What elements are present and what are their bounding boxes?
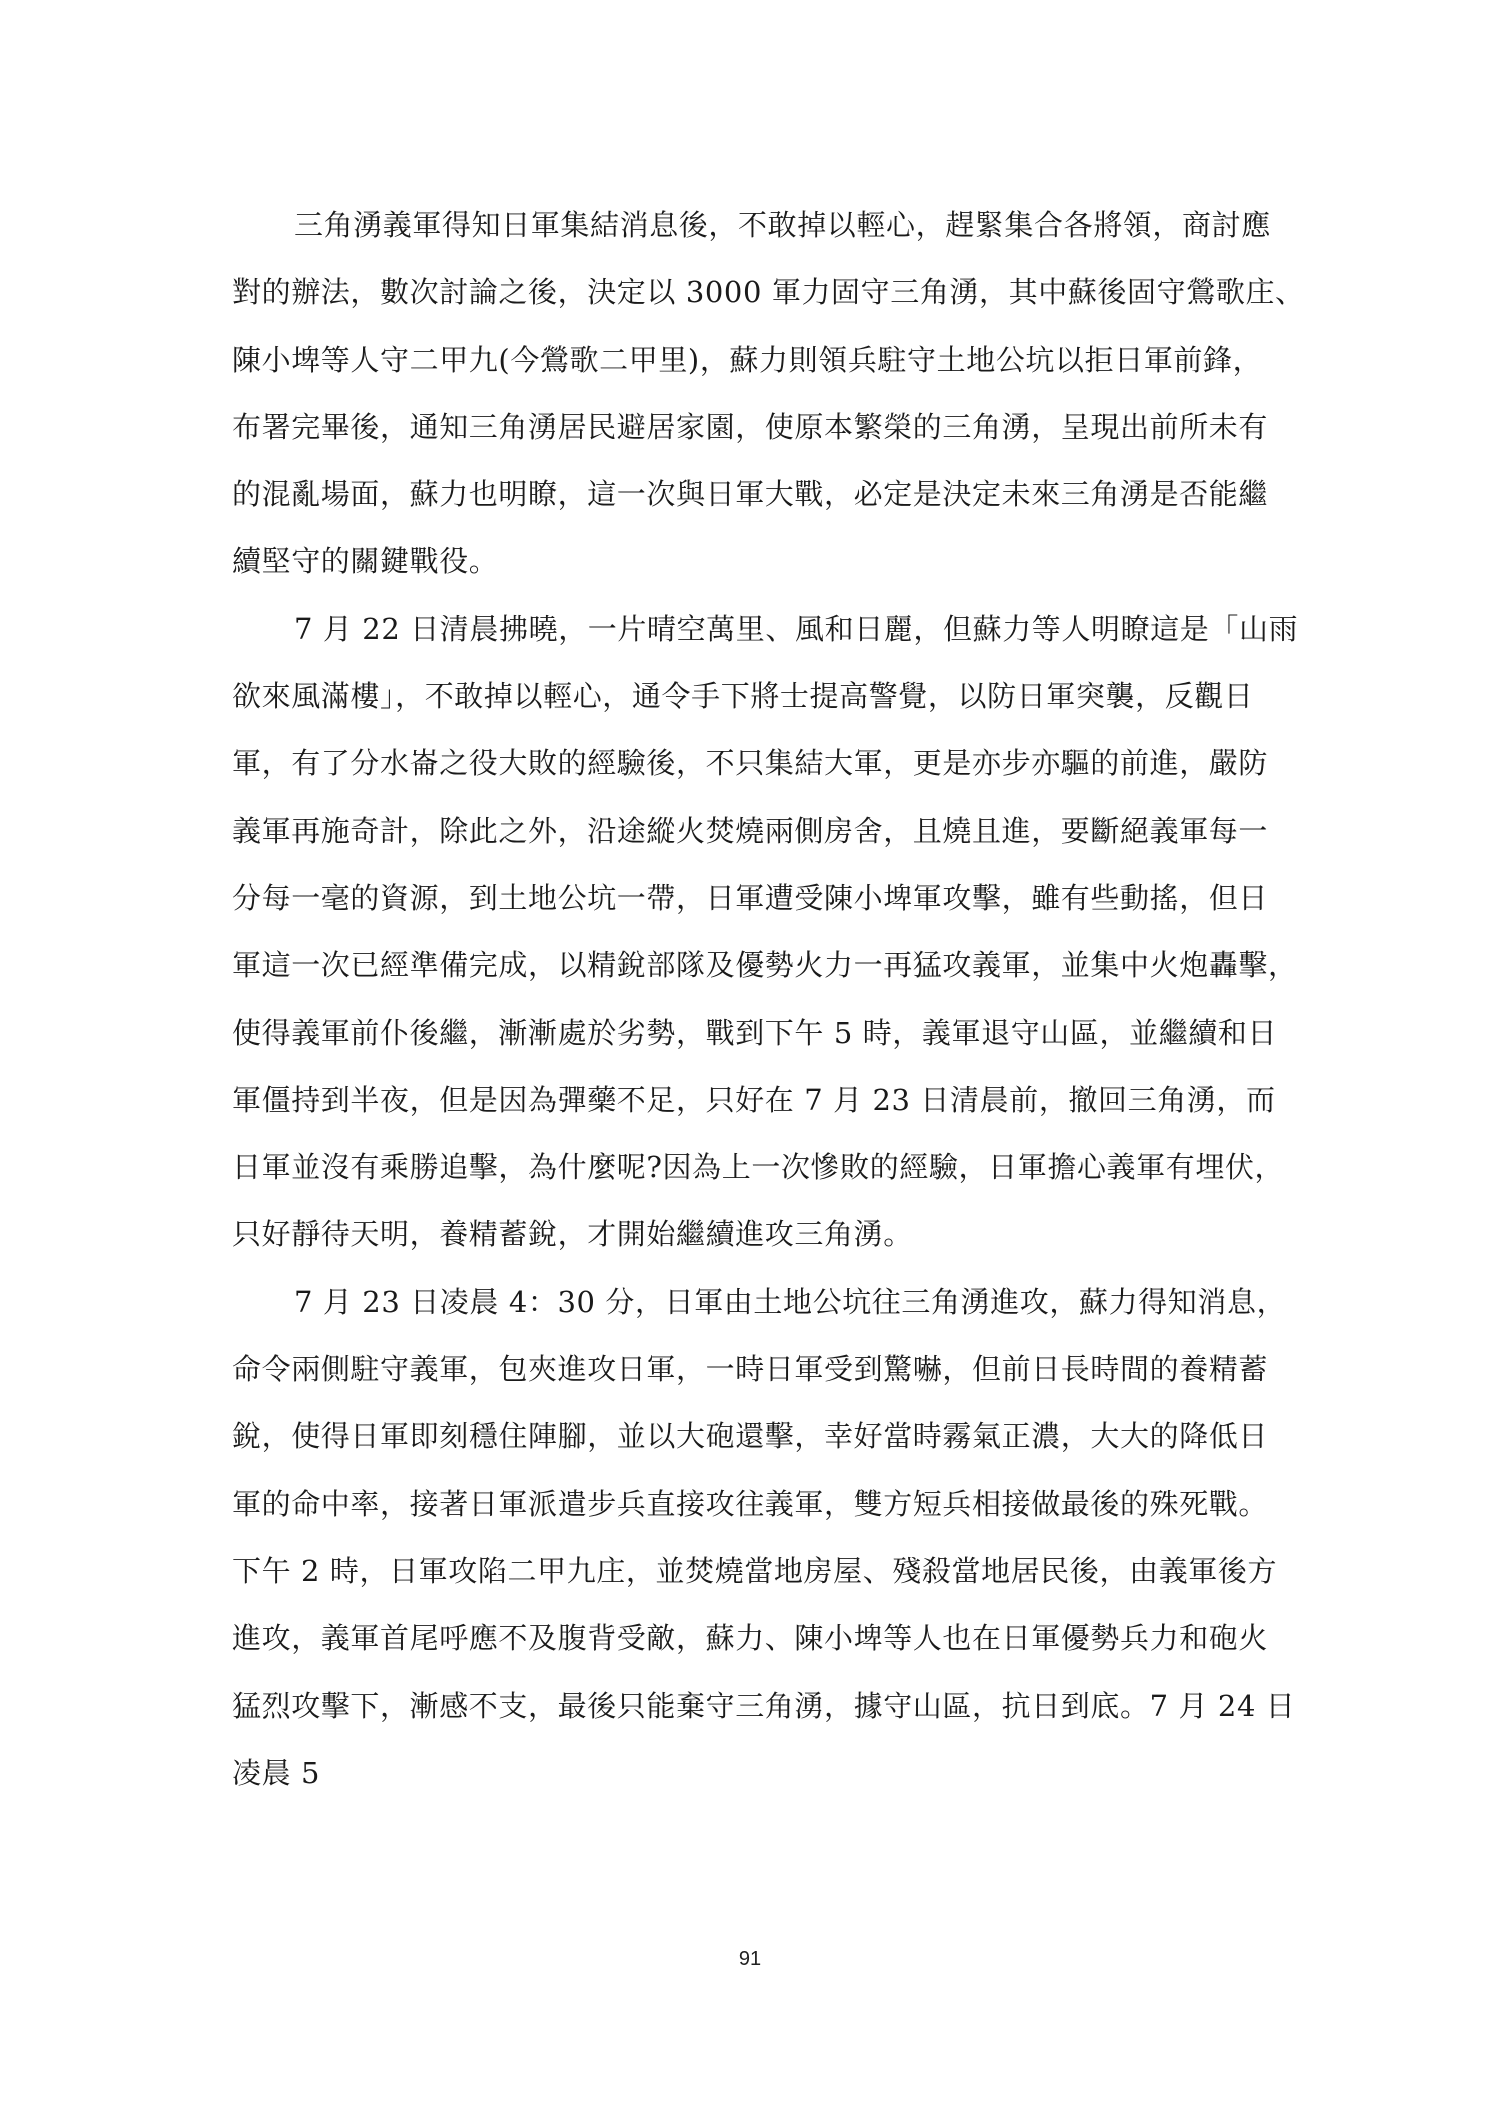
paragraph-3-line-6: 進攻，義軍首尾呼應不及腹背受敵，蘇力、陳小埤等人也在日軍優勢兵力和砲火: [232, 1621, 1269, 1656]
paragraph-1-line-1: 三角湧義軍得知日軍集結消息後，不敢掉以輕心，趕緊集合各將領，商討應: [294, 208, 1271, 242]
paragraph-3-line-4: 軍的命中率，接著日軍派遣步兵直接攻往義軍，雙方短兵相接做最後的殊死戰。: [232, 1486, 1269, 1521]
paragraph-2-line-5: 分每一毫的資源，到土地公坑一帶，日軍遭受陳小埤軍攻擊，雖有些動搖，但日: [232, 880, 1269, 915]
paragraph-3-line-2: 命令兩側駐守義軍，包夾進攻日軍，一時日軍受到驚嚇，但前日長時間的養精蓄: [232, 1352, 1269, 1387]
paragraph-2-line-3: 軍，有了分水崙之役大敗的經驗後，不只集結大軍，更是亦步亦驅的前進，嚴防: [232, 746, 1269, 781]
paragraph-2-line-1: 7 月 22 日清晨拂曉，一片晴空萬里、風和日麗，但蘇力等人明瞭這是「山雨: [294, 611, 1299, 646]
paragraph-2-line-10: 只好靜待天明，養精蓄銳，才開始繼續進攻三角湧。: [232, 1217, 913, 1252]
page-number: 91: [738, 1948, 762, 1970]
paragraph-2-line-9: 日軍並沒有乘勝追擊，為什麼呢?因為上一次慘敗的經驗，日軍擔心義軍有埋伏，: [232, 1150, 1285, 1185]
paragraph-1-line-5: 的混亂場面，蘇力也明瞭，這一次與日軍大戰，必定是決定未來三角湧是否能繼: [232, 477, 1269, 512]
paragraph-2-line-4: 義軍再施奇計，除此之外，沿途縱火焚燒兩側房舍，且燒且進，要斷絕義軍每一: [232, 813, 1269, 848]
paragraph-1-line-3: 陳小埤等人守二甲九(今鶯歌二甲里)，蘇力則領兵駐守土地公坑以拒日軍前鋒，: [232, 342, 1263, 377]
paragraph-1-line-6: 續堅守的關鍵戰役。: [232, 544, 499, 579]
paragraph-3-line-7: 猛烈攻擊下，漸感不支，最後只能棄守三角湧，據守山區，抗日到底。7 月 24 日: [232, 1688, 1296, 1723]
paragraph-3-line-8: 凌晨 5: [232, 1755, 321, 1790]
paragraph-3-line-1: 7 月 23 日凌晨 4：30 分，日軍由土地公坑往三角湧進攻，蘇力得知消息，: [294, 1284, 1287, 1319]
paragraph-3-line-5: 下午 2 時，日軍攻陷二甲九庄，並焚燒當地房屋、殘殺當地居民後，由義軍後方: [232, 1553, 1278, 1588]
paragraph-1-line-4: 布署完畢後，通知三角湧居民避居家園，使原本繁榮的三角湧，呈現出前所未有: [232, 409, 1269, 444]
paragraph-1-line-2: 對的辦法，數次討論之後，決定以 3000 軍力固守三角湧，其中蘇後固守鶯歌庄、: [232, 275, 1305, 310]
paragraph-3-line-3: 銳，使得日軍即刻穩住陣腳，並以大砲還擊，幸好當時霧氣正濃，大大的降低日: [232, 1419, 1269, 1454]
body-text: [232, 192, 1305, 1807]
paragraph-2-line-6: 軍這一次已經準備完成，以精銳部隊及優勢火力一再猛攻義軍，並集中火炮轟擊，: [232, 948, 1298, 983]
paragraph-2-line-2: 欲來風滿樓」，不敢掉以輕心，通令手下將士提高警覺，以防日軍突襲，反觀日: [232, 679, 1254, 714]
paragraph-2-line-7: 使得義軍前仆後繼，漸漸處於劣勢，戰到下午 5 時，義軍退守山區，並繼續和日: [232, 1015, 1278, 1050]
paragraph-2-line-8: 軍僵持到半夜，但是因為彈藥不足，只好在 7 月 23 日清晨前，撤回三角湧，而: [232, 1082, 1276, 1117]
